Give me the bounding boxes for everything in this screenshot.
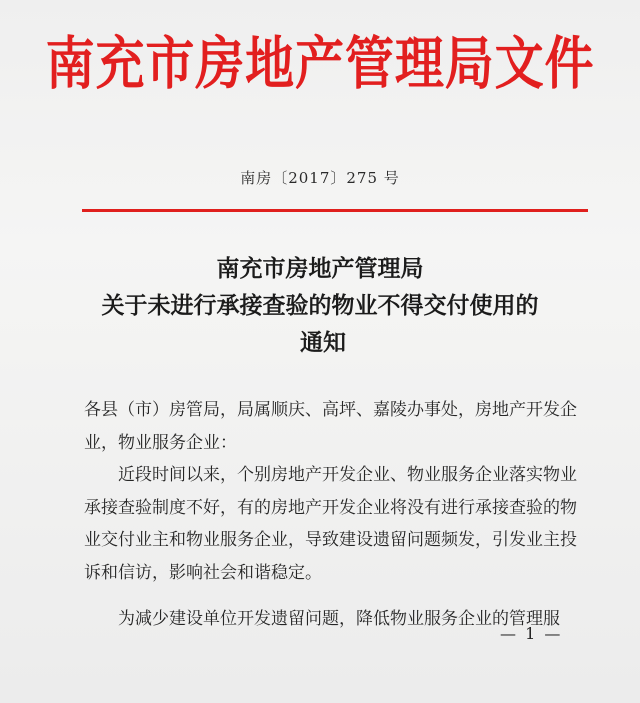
masthead-title: 南充市房地产管理局文件 [45, 31, 595, 97]
salutation: 各县（市）房管局，局属顺庆、高坪、嘉陵办事处，房地产开发企业，物业服务企业： [84, 400, 577, 453]
notice-body [84, 394, 584, 636]
page-number: — 1 — [500, 624, 563, 643]
red-separator-line [82, 209, 588, 212]
notice-title [0, 251, 640, 362]
body-paragraph-2: 为减少建设单位开发遗留问题，降低物业服务企业的管理服 [118, 609, 560, 629]
body-paragraph-1: 近段时间以来，个别房地产开发企业、物业服务企业落实物业承接查验制度不好，有的房地产开发企业将没有进行承接查验的物业交付业主和物业服务企业，导致建设遗留问题频发，引发业主投诉和信访，影响社会和谐稳定。 [84, 465, 577, 583]
title-line-3: 通知 [300, 330, 346, 356]
title-line-1: 南充市房地产管理局 [216, 256, 424, 282]
document-number: 南房〔2017〕275 号 [240, 169, 400, 187]
title-line-2: 关于未进行承接查验的物业不得交付使用的 [101, 293, 539, 319]
